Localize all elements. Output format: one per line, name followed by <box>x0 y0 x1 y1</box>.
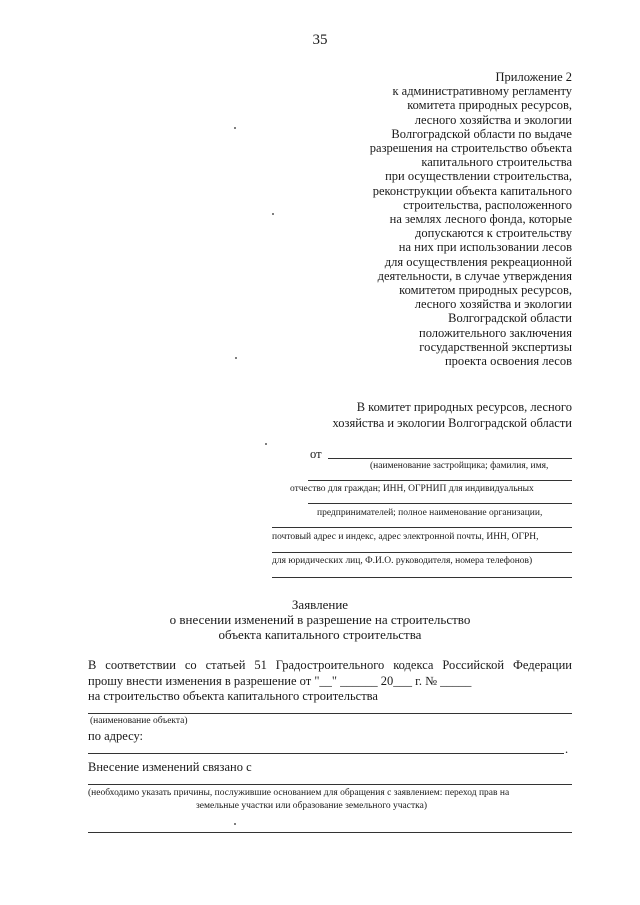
page-number: 35 <box>312 32 328 48</box>
scan-speck <box>265 443 267 445</box>
applicant-line-3[interactable] <box>308 503 572 504</box>
reason-line-2[interactable] <box>88 832 572 833</box>
appendix-line: проекта освоения лесов <box>444 354 572 369</box>
reason-hint-1: (необходимо указать причины, послужившие основанием для обращения с заявлением: переход прав на <box>88 788 510 798</box>
reason-line-1[interactable] <box>88 784 572 785</box>
document-title: Заявление <box>291 597 349 612</box>
appendix-line: при осуществлении строительства, <box>385 169 572 184</box>
appendix-line: капитального строительства <box>421 155 572 170</box>
scan-speck <box>234 823 236 825</box>
appendix-line: лесного хозяйства и экологии <box>414 112 572 127</box>
applicant-hint-1: (наименование застройщика; фамилия, имя, <box>370 461 549 471</box>
from-label: от <box>310 447 322 461</box>
body-paragraph-1: В соответствии со статьей 51 Градостроительного кодекса Российской Федерации <box>88 658 572 672</box>
appendix-line: для осуществления рекреационной <box>384 254 572 269</box>
applicant-line-2[interactable] <box>308 480 572 481</box>
appendix-line: комитетом природных ресурсов, <box>399 283 572 298</box>
scan-speck <box>235 357 237 359</box>
applicant-line-5[interactable] <box>272 552 572 553</box>
body-paragraph-2: прошу внести изменения в разрешение от "__" ______ 20___ г. № _____ <box>88 674 472 688</box>
object-name-hint: (наименование объекта) <box>90 716 188 726</box>
appendix-line: положительного заключения <box>419 325 572 340</box>
appendix-line: комитета природных ресурсов, <box>407 98 572 113</box>
appendix-line: Волгоградской области <box>448 311 572 326</box>
appendix-line: Приложение 2 <box>495 70 572 84</box>
addressee-block <box>272 399 572 431</box>
applicant-hint-3: предпринимателей; полное наименование организации, <box>317 508 543 518</box>
object-name-line[interactable] <box>88 713 572 714</box>
addressee-line-1: В комитет природных ресурсов, лесного <box>356 400 572 414</box>
reason-hint-2: земельные участки или образование земельного участка) <box>196 801 427 811</box>
document-subtitle-1: о внесении изменений в разрешение на строительство <box>169 612 471 627</box>
appendix-line: на землях лесного фонда, которые <box>389 212 572 227</box>
addressee-line-2: хозяйства и экологии Волгоградской области <box>332 416 572 430</box>
appendix-header <box>312 70 572 368</box>
reason-label: Внесение изменений связано с <box>88 760 252 774</box>
appendix-line: Волгоградской области по выдаче <box>391 126 572 141</box>
applicant-line-6[interactable] <box>272 577 572 578</box>
scan-speck <box>234 127 236 129</box>
applicant-name-line[interactable] <box>328 458 572 459</box>
appendix-line: к административному регламенту <box>392 84 572 99</box>
applicant-hint-4: почтовый адрес и индекс, адрес электронной почты, ИНН, ОГРН, <box>272 532 539 542</box>
scan-speck <box>272 213 274 215</box>
applicant-hint-2: отчество для граждан; ИНН, ОГРНИП для индивидуальных <box>290 484 534 494</box>
appendix-line: деятельности, в случае утверждения <box>377 268 572 283</box>
applicant-line-4[interactable] <box>272 527 572 528</box>
appendix-line: разрешения на строительство объекта <box>369 141 572 156</box>
appendix-line: на них при использовании лесов <box>398 240 572 255</box>
applicant-hint-5: для юридических лиц, Ф.И.О. руководителя, номера телефонов) <box>272 556 533 566</box>
appendix-line: строительства, расположенного <box>403 197 572 212</box>
address-line[interactable] <box>88 753 564 754</box>
address-period: . <box>565 742 569 756</box>
appendix-line: реконструкции объекта капитального <box>372 183 572 198</box>
appendix-line: допускаются к строительству <box>415 226 572 241</box>
address-label: по адресу: <box>88 729 144 743</box>
appendix-line: лесного хозяйства и экологии <box>414 297 572 312</box>
appendix-line: государственной экспертизы <box>419 339 572 354</box>
body-paragraph-3: на строительство объекта капитального строительства <box>88 689 378 703</box>
document-subtitle-2: объекта капитального строительства <box>218 627 422 642</box>
